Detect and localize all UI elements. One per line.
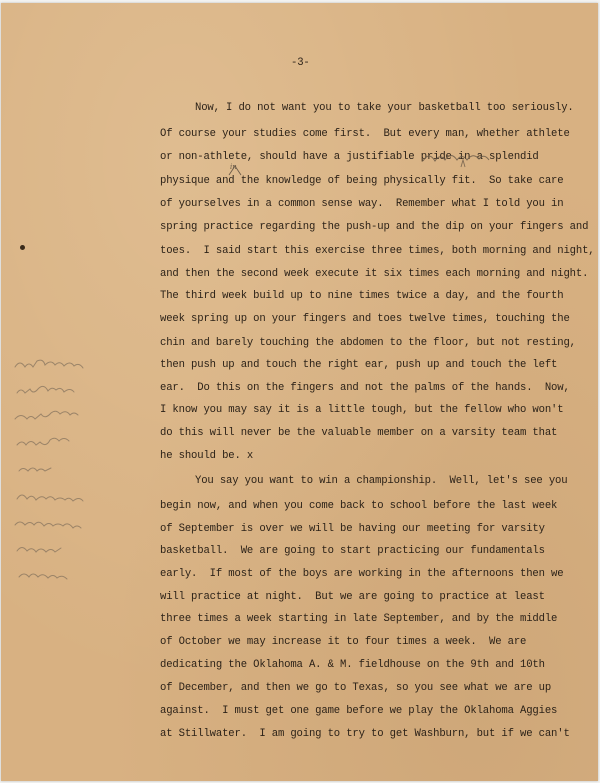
text-line: Of course your studies come first. But every man, whether athlete xyxy=(160,128,570,140)
insertion-caret xyxy=(227,163,243,177)
handwritten-insertion xyxy=(419,143,509,169)
text-line: The third week build up to nine times twice a day, and the fourth xyxy=(160,290,564,302)
svg-text:in: in xyxy=(230,163,237,171)
pencil-marginalia xyxy=(9,353,149,593)
text-line: then push up and touch the right ear, push up and touch the left xyxy=(160,359,558,371)
text-line: Now, I do not want you to take your basketball too seriously. xyxy=(195,102,574,114)
text-line: basketball. We are going to start practicing our fundamentals xyxy=(160,545,545,557)
text-line: of September is over we will be having our meeting for varsity xyxy=(160,523,545,535)
text-line: week spring up on your fingers and toes twelve times, touching the xyxy=(160,313,570,325)
text-line: of December, and then we go to Texas, so you see what we are up xyxy=(160,682,552,694)
text-line: at Stillwater. I am going to try to get Washburn, but if we can't xyxy=(160,728,570,740)
text-line: and then the second week execute it six times each morning and night. xyxy=(160,268,589,280)
text-line: he should be. x xyxy=(160,450,254,462)
text-line: or non-athlete, should have a justifiable pride in a splendid xyxy=(160,151,539,163)
text-line: of yourselves in a common sense way. Remember what I told you in xyxy=(160,198,564,210)
document-page xyxy=(1,3,598,781)
text-line: ear. Do this on the fingers and not the palms of the hands. Now, xyxy=(160,382,570,394)
text-line: early. If most of the boys are working in the afternoons then we xyxy=(160,568,564,580)
page-number: -3- xyxy=(291,57,310,69)
text-line: spring practice regarding the push-up and the dip on your fingers and xyxy=(160,221,589,233)
text-line: begin now, and when you come back to school before the last week xyxy=(160,500,558,512)
text-line: toes. I said start this exercise three times, both morning and night, xyxy=(160,245,595,257)
text-line: I know you may say it is a little tough, but the fellow who won't xyxy=(160,404,564,416)
text-line: You say you want to win a championship. Well, let's see you xyxy=(195,475,568,487)
text-line: will practice at night. But we are going to practice at least xyxy=(160,591,545,603)
punch-mark xyxy=(20,245,25,250)
text-line: physique and the knowledge of being physically fit. So take care xyxy=(160,175,564,187)
text-line: against. I must get one game before we play the Oklahoma Aggies xyxy=(160,705,558,717)
text-line: dedicating the Oklahoma A. & M. fieldhouse on the 9th and 10th xyxy=(160,659,545,671)
text-line: of October we may increase it to four times a week. We are xyxy=(160,636,527,648)
text-line: three times a week starting in late September, and by the middle xyxy=(160,613,558,625)
text-line: do this will never be the valuable member on a varsity team that xyxy=(160,427,558,439)
text-line: chin and barely touching the abdomen to the floor, but not resting, xyxy=(160,337,576,349)
